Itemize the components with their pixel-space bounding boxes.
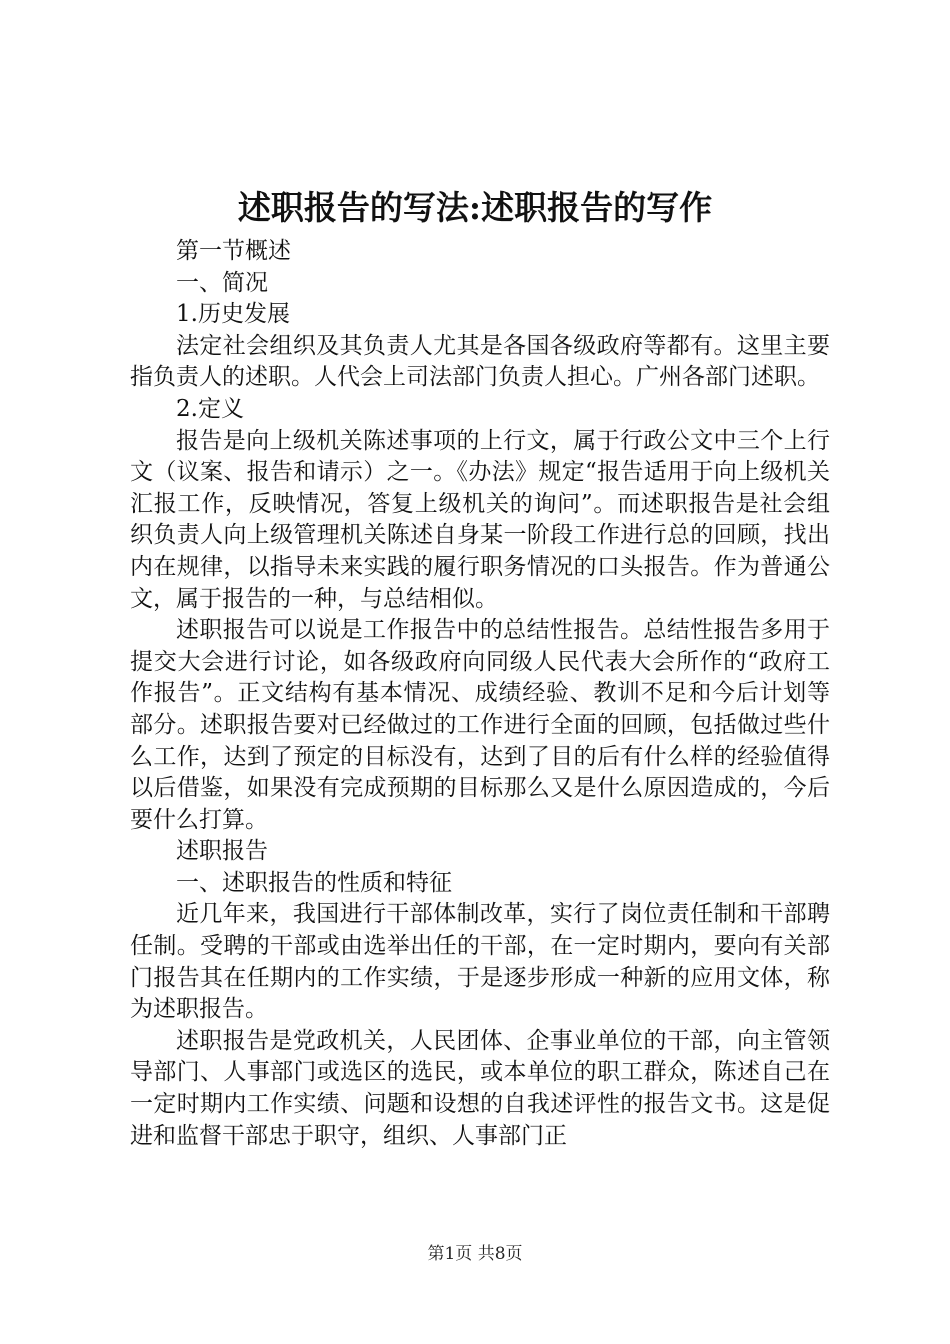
numbered-heading: 2.定义 <box>176 395 244 422</box>
numbered-heading: 1.历史发展 <box>176 301 290 328</box>
section-heading: 第一节概述 <box>176 238 291 264</box>
subsection-heading: 一、述职报告的性质和特征 <box>176 869 452 896</box>
subsection-heading: 一、简况 <box>176 269 268 296</box>
document-title: 述职报告的写法:述职报告的写作 <box>237 188 713 227</box>
body-paragraph: 述职报告是党政机关，人民团体、企事业单位的干部，向主管领导部门、人事部门或选区的选民，或本单位的职工群众，陈述自己在一定时期内工作实绩、问题和设想的自我述评性的报告文书。这是促进和监督干部忠于职守，组织、人事部门正 <box>130 1027 830 1149</box>
page-number: 第1页 共8页 <box>427 1244 523 1264</box>
body-paragraph: 近几年来，我国进行干部体制改革，实行了岗位责任制和干部聘任制。受聘的干部或由选举出任的干部，在一定时期内，要向有关部门报告其在任期内的工作实绩，于是逐步形成一种新的应用文体，称为述职报告。 <box>130 901 830 1023</box>
section-heading: 述职报告 <box>176 838 268 865</box>
document-body <box>130 236 830 1152</box>
body-paragraph: 报告是向上级机关陈述事项的上行文，属于行政公文中三个上行文（议案、报告和请示）之一。《办法》规定“报告适用于向上级机关汇报工作，反映情况，答复上级机关的询问”。而述职报告是社会组织负责人向上级管理机关陈述自身某一阶段工作进行总的回顾，找出内在规律，以指导未来实践的履行职务情况的口头报告。作为普通公文，属于报告的一种，与总结相似。 <box>130 427 830 612</box>
body-paragraph: 述职报告可以说是工作报告中的总结性报告。总结性报告多用于提交大会进行讨论，如各级政府向同级人民代表大会所作的“政府工作报告”。正文结构有基本情况、成绩经验、教训不足和今后计划等部分。述职报告要对已经做过的工作进行全面的回顾，包括做过些什么工作，达到了预定的目标没有，达到了目的后有什么样的经验值得以后借鉴，如果没有完成预期的目标那么又是什么原因造成的，今后要什么打算。 <box>130 617 830 833</box>
body-paragraph: 法定社会组织及其负责人尤其是各国各级政府等都有。这里主要指负责人的述职。人代会上司法部门负责人担心。广州各部门述职。 <box>130 332 830 391</box>
